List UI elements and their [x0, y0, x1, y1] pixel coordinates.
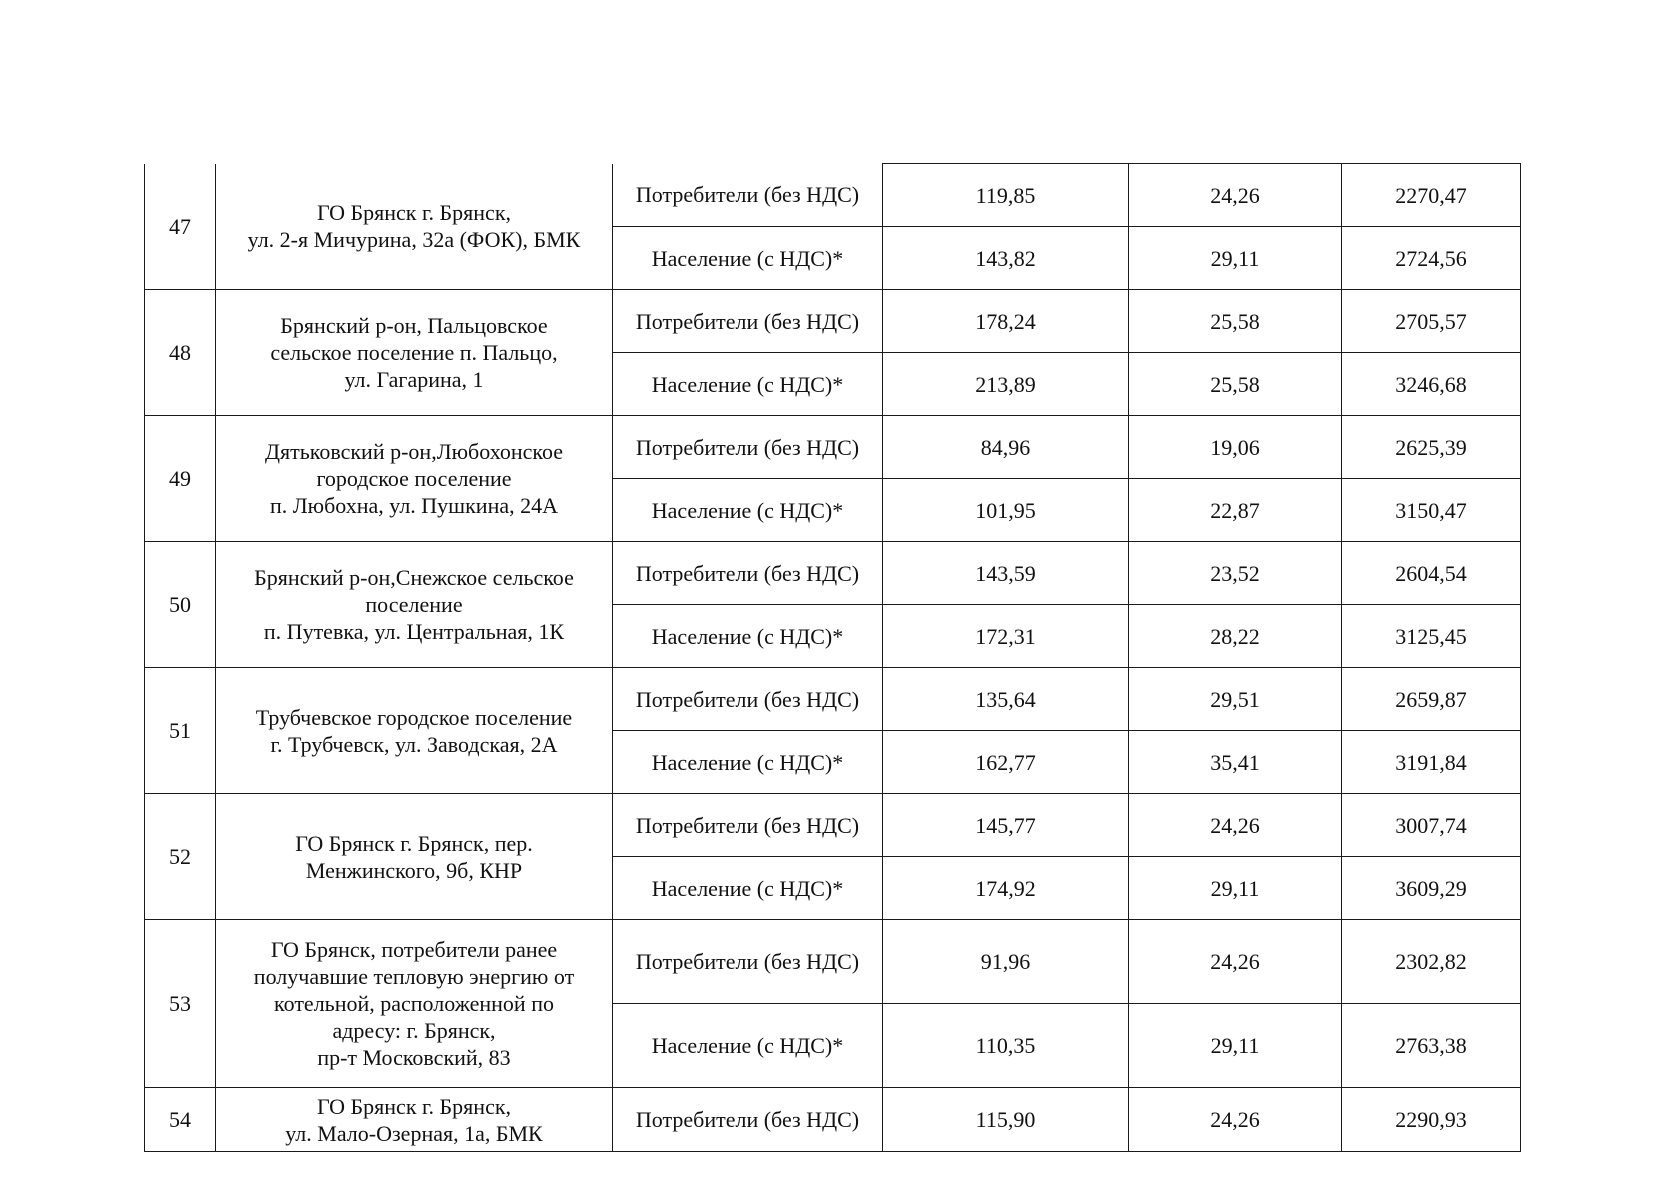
address-cell: [216, 164, 613, 290]
value-cell-2: [1129, 164, 1342, 227]
tariff-value: 29,51: [1210, 686, 1260, 712]
address-cell: [216, 542, 613, 668]
value-cell-3: [1342, 1088, 1521, 1152]
tariff-value: 25,58: [1210, 371, 1260, 397]
tariff-value: 2763,38: [1395, 1033, 1467, 1058]
tariff-value: 23,52: [1210, 560, 1260, 586]
tariff-value: 213,89: [975, 371, 1036, 397]
value-cell-1: [883, 416, 1129, 479]
address-text: Дятьковский р-он,Любохонское городское поселение п. Любохна, ул. Пушкина, 24А: [264, 439, 563, 518]
tariff-value: 24,26: [1210, 182, 1260, 208]
consumer-category: Потребители (без НДС): [635, 434, 860, 460]
address-cell: [216, 290, 613, 416]
row-number: 52: [169, 844, 191, 869]
consumer-category-cell: [613, 1004, 883, 1088]
consumer-category: Потребители (без НДС): [635, 308, 860, 334]
address-text: ГО Брянск г. Брянск, ул. Мало-Озерная, 1а, БМК: [285, 1093, 543, 1146]
value-cell-3: [1342, 416, 1521, 479]
row-number-cell: [145, 416, 216, 542]
address-cell: [216, 1088, 613, 1152]
tariff-value: 24,26: [1210, 1107, 1260, 1132]
value-cell-1: [883, 353, 1129, 416]
table-row: [145, 416, 1521, 479]
value-cell-1: [883, 164, 1129, 227]
value-cell-3: [1342, 164, 1521, 227]
value-cell-3: [1342, 542, 1521, 605]
tariff-value: 3125,45: [1395, 623, 1467, 649]
row-number-cell: [145, 1088, 216, 1152]
tariff-value: 2270,47: [1395, 182, 1467, 208]
value-cell-3: [1342, 794, 1521, 857]
tariff-value: 29,11: [1210, 245, 1260, 271]
value-cell-2: [1129, 920, 1342, 1004]
tariff-value: 2290,93: [1395, 1107, 1467, 1132]
consumer-category-cell: [613, 227, 883, 290]
value-cell-1: [883, 542, 1129, 605]
tariff-value: 3007,74: [1395, 812, 1467, 838]
row-number: 48: [169, 340, 191, 365]
row-number: 54: [169, 1107, 191, 1132]
tariff-value: 3191,84: [1395, 749, 1467, 775]
value-cell-1: [883, 1088, 1129, 1152]
address-cell: [216, 794, 613, 920]
consumer-category: Потребители (без НДС): [635, 560, 860, 586]
value-cell-2: [1129, 479, 1342, 542]
tariff-value: 2705,57: [1395, 308, 1467, 334]
value-cell-1: [883, 920, 1129, 1004]
consumer-category-cell: [613, 920, 883, 1004]
value-cell-2: [1129, 542, 1342, 605]
tariff-value: 115,90: [975, 1107, 1036, 1132]
value-cell-2: [1129, 227, 1342, 290]
value-cell-2: [1129, 731, 1342, 794]
address-text: Трубчевское городское поселение г. Трубчевск, ул. Заводская, 2А: [255, 704, 573, 757]
row-number-cell: [145, 164, 216, 290]
value-cell-1: [883, 668, 1129, 731]
tariff-table: [144, 163, 1521, 1152]
tariff-value: 119,85: [975, 182, 1036, 208]
row-number-cell: [145, 290, 216, 416]
consumer-category-cell: [613, 542, 883, 605]
row-number: 47: [169, 213, 191, 239]
tariff-value: 24,26: [1210, 812, 1260, 838]
value-cell-3: [1342, 731, 1521, 794]
tariff-value: 22,87: [1210, 497, 1260, 523]
address-text: ГО Брянск г. Брянск, пер. Менжинского, 9б, КНР: [295, 830, 533, 883]
tariff-value: 143,59: [975, 560, 1036, 586]
tariff-value: 2302,82: [1395, 949, 1467, 974]
tariff-value: 35,41: [1210, 749, 1260, 775]
consumer-category-cell: [613, 857, 883, 920]
table-row: [145, 290, 1521, 353]
value-cell-2: [1129, 416, 1342, 479]
tariff-value: 91,96: [980, 949, 1031, 974]
tariff-value: 19,06: [1210, 434, 1260, 460]
tariff-value: 3609,29: [1395, 875, 1467, 901]
table-row: [145, 542, 1521, 605]
table-row: [145, 164, 1521, 227]
tariff-value: 2625,39: [1395, 434, 1467, 460]
value-cell-2: [1129, 353, 1342, 416]
consumer-category: Население (с НДС)*: [651, 371, 844, 397]
consumer-category-cell: [613, 794, 883, 857]
consumer-category: Потребители (без НДС): [635, 949, 860, 974]
tariff-value: 174,92: [975, 875, 1036, 901]
consumer-category: Потребители (без НДС): [635, 686, 860, 712]
value-cell-2: [1129, 1004, 1342, 1088]
tariff-value: 2659,87: [1395, 686, 1467, 712]
tariff-value: 28,22: [1210, 623, 1260, 649]
value-cell-2: [1129, 1088, 1342, 1152]
tariff-value: 25,58: [1210, 308, 1260, 334]
row-number: 50: [169, 592, 191, 617]
value-cell-1: [883, 794, 1129, 857]
consumer-category-cell: [613, 731, 883, 794]
tariff-value: 29,11: [1210, 1033, 1260, 1058]
address-cell: [216, 668, 613, 794]
tariff-value: 3246,68: [1395, 371, 1467, 397]
value-cell-2: [1129, 857, 1342, 920]
value-cell-1: [883, 227, 1129, 290]
tariff-value: 135,64: [975, 686, 1036, 712]
consumer-category-cell: [613, 416, 883, 479]
tariff-value: 24,26: [1210, 949, 1260, 974]
value-cell-3: [1342, 479, 1521, 542]
value-cell-2: [1129, 794, 1342, 857]
consumer-category-cell: [613, 479, 883, 542]
tariff-value: 162,77: [975, 749, 1036, 775]
value-cell-1: [883, 731, 1129, 794]
address-cell: [216, 920, 613, 1088]
value-cell-3: [1342, 290, 1521, 353]
value-cell-1: [883, 290, 1129, 353]
address-text: Брянский р-он, Пальцовское сельское поселение п. Пальцо, ул. Гагарина, 1: [270, 313, 558, 392]
consumer-category: Потребители (без НДС): [635, 1107, 860, 1132]
consumer-category: Потребители (без НДС): [635, 812, 860, 838]
tariff-value: 172,31: [975, 623, 1036, 649]
tariff-value: 2604,54: [1395, 560, 1467, 586]
row-number-cell: [145, 542, 216, 668]
value-cell-3: [1342, 605, 1521, 668]
table-row: [145, 920, 1521, 1004]
address-text: ГО Брянск г. Брянск, ул. 2-я Мичурина, 32а (ФОК), БМК: [247, 200, 581, 253]
value-cell-1: [883, 605, 1129, 668]
table-row: [145, 668, 1521, 731]
value-cell-3: [1342, 920, 1521, 1004]
tariff-value: 29,11: [1210, 875, 1260, 901]
row-number: 49: [169, 466, 191, 491]
row-number-cell: [145, 668, 216, 794]
value-cell-1: [883, 857, 1129, 920]
consumer-category-cell: [613, 605, 883, 668]
tariff-value: 101,95: [975, 497, 1036, 523]
consumer-category: Население (с НДС)*: [651, 623, 844, 649]
tariff-value: 3150,47: [1395, 497, 1467, 523]
consumer-category: Население (с НДС)*: [651, 245, 844, 271]
value-cell-2: [1129, 668, 1342, 731]
consumer-category-cell: [613, 164, 883, 227]
value-cell-3: [1342, 1004, 1521, 1088]
tariff-value: 178,24: [975, 308, 1036, 334]
consumer-category-cell: [613, 1088, 883, 1152]
consumer-category-cell: [613, 290, 883, 353]
value-cell-3: [1342, 857, 1521, 920]
tariff-value: 84,96: [980, 434, 1031, 460]
row-number: 53: [169, 991, 191, 1016]
value-cell-1: [883, 479, 1129, 542]
address-cell: [216, 416, 613, 542]
tariff-value: 2724,56: [1395, 245, 1467, 271]
tariff-value: 145,77: [975, 812, 1036, 838]
value-cell-3: [1342, 353, 1521, 416]
row-number-cell: [145, 920, 216, 1088]
consumer-category: Население (с НДС)*: [651, 497, 844, 523]
consumer-category-cell: [613, 668, 883, 731]
consumer-category: Население (с НДС)*: [651, 1033, 844, 1058]
table-row: [145, 1088, 1521, 1152]
value-cell-2: [1129, 290, 1342, 353]
address-text: ГО Брянск, потребители ранее получавшие тепловую энергию от котельной, расположенной по адресу: г. Брянск, пр-т Московский, 83: [253, 937, 575, 1070]
tariff-value: 110,35: [975, 1033, 1036, 1058]
address-text: Брянский р-он,Снежское сельское поселение п. Путевка, ул. Центральная, 1К: [254, 565, 574, 644]
value-cell-3: [1342, 227, 1521, 290]
tariff-value: 143,82: [975, 245, 1036, 271]
row-number: 51: [169, 718, 191, 743]
table-row: [145, 794, 1521, 857]
value-cell-2: [1129, 605, 1342, 668]
value-cell-3: [1342, 668, 1521, 731]
consumer-category-cell: [613, 353, 883, 416]
consumer-category: Население (с НДС)*: [651, 749, 844, 775]
value-cell-1: [883, 1004, 1129, 1088]
row-number-cell: [145, 794, 216, 920]
consumer-category: Население (с НДС)*: [651, 875, 844, 901]
consumer-category: Потребители (без НДС): [635, 182, 860, 208]
